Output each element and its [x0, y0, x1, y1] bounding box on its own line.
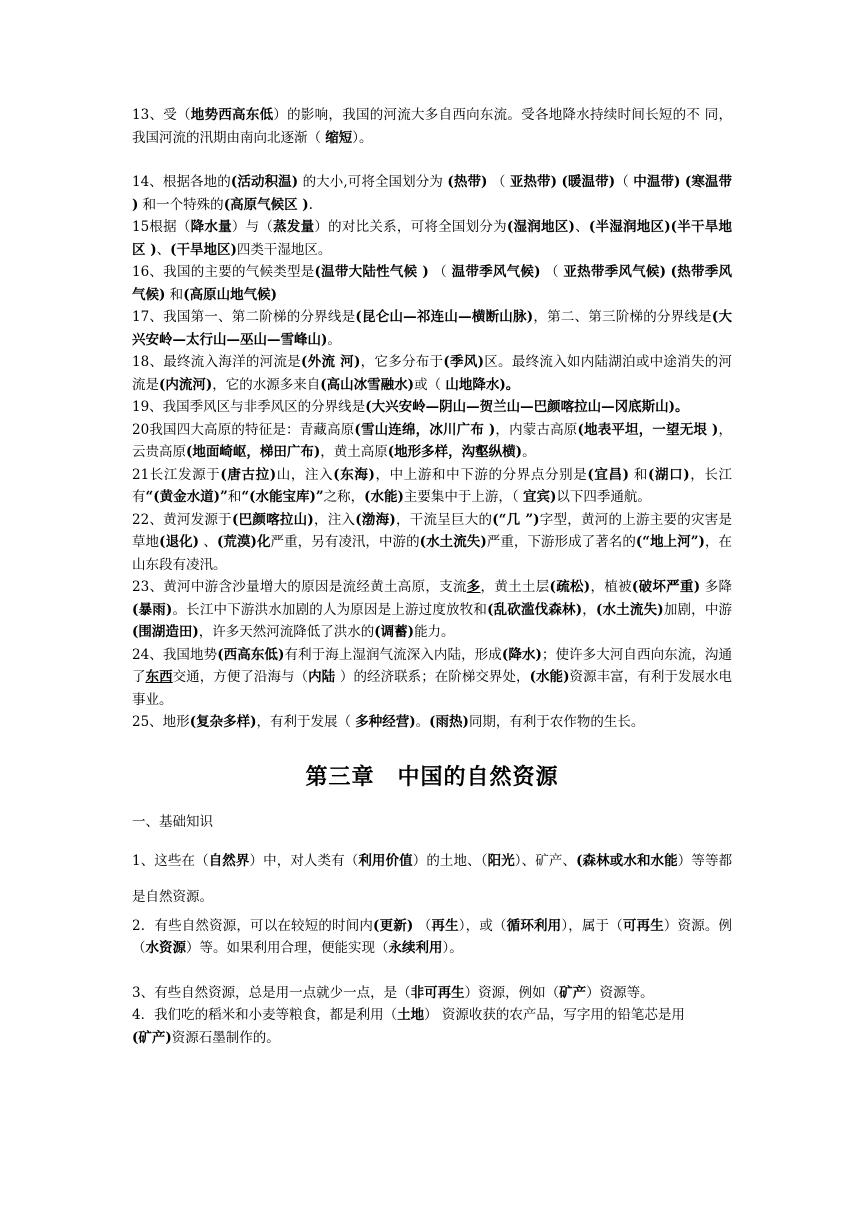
body-text: ） 资源收获的农产品，写字用的铅笔芯是用: [424, 1007, 685, 1023]
answer-text: (巴颜喀拉山): [231, 511, 314, 528]
answer-text: (湿润地区): [506, 219, 575, 235]
body-text: ；使许多大河自西向东流，沟通了: [132, 646, 732, 685]
answer-text: 水资源: [145, 940, 186, 956]
body-text: ，它的水源多来自: [212, 376, 321, 393]
body-text: ，它多分布于: [360, 354, 444, 370]
body-text: （: [615, 174, 634, 190]
body-text: ，中上游和中下游的分界点分别是: [374, 466, 588, 483]
body-text: 18、最终流入海洋的河流是: [132, 354, 302, 370]
answer-text: (热带季风气候): [132, 264, 732, 303]
answer-text: (暴雨): [132, 601, 173, 618]
answer-text: (半湿润地区): [588, 219, 671, 235]
body-text: 的大小,可将全国划分为: [298, 174, 448, 190]
body-text: ）的经济联系；在阶梯交界处，: [339, 669, 530, 685]
answer-text: (唐古拉): [220, 466, 277, 483]
answer-text: 内陆: [308, 669, 340, 685]
answer-text: (雪山连绵，冰川广布 ): [354, 421, 496, 438]
chapter-title: 第三章 中国的自然资源: [305, 763, 559, 790]
answer-text: (雨热): [429, 714, 469, 730]
body-text: 区。最终流入如内陆湖泊或中途消失的河流是: [132, 354, 733, 393]
answer-text: 循环利用: [506, 917, 562, 934]
body-text: 山，注入: [276, 466, 334, 483]
answer-text: (乱砍滥伐森林): [487, 601, 583, 618]
answer-text: 蒸发量: [273, 219, 315, 235]
paragraph-15: [132, 216, 732, 261]
body-text: ）的对比关系，可将全国划分为: [314, 219, 507, 235]
answer-text: (西高东低): [217, 646, 285, 663]
body-text: 4．我们吃的稻米和小麦等粮食，都是利用（: [132, 1007, 398, 1023]
paragraph-q2: [132, 915, 732, 960]
body-text: 。长江中下游洪水加剧的人为原因是上游过度放牧和: [172, 601, 488, 618]
answer-text: (地形多样，沟壑纵横): [387, 444, 523, 460]
answer-text: (森林或水和水能: [576, 852, 678, 869]
answer-text: (调蓄): [374, 624, 415, 640]
body-text: ，注入: [313, 511, 356, 528]
body-text: ），属于（: [561, 917, 623, 934]
answer-text: 再生: [431, 917, 459, 934]
answer-text: (更新): [373, 917, 414, 934]
body-text: ）中，对人类有（: [249, 852, 359, 869]
answer-text: (退化): [159, 534, 200, 550]
answer-text: (干旱地区): [170, 241, 237, 258]
answer-text: (大兴安岭—太行山—巫山—雪峰山): [132, 309, 733, 348]
body-text: 以下四季通航。: [556, 489, 651, 505]
answer-text: 非可再生: [410, 984, 465, 1001]
answer-text: (水土流失): [419, 534, 487, 550]
answer-text: (热带): [447, 174, 488, 190]
answer-text: (复杂多样): [189, 714, 257, 730]
document-content: [132, 104, 732, 1049]
body-text: （: [428, 264, 452, 280]
paragraph-18: [132, 351, 732, 396]
answer-text: “(水能宝库)”: [241, 489, 324, 505]
answer-text: 亚热带季风气候): [563, 264, 667, 280]
body-text: ）等。如果利用合理，便能实现（: [186, 940, 389, 956]
body-text: ），或（: [458, 917, 507, 934]
paragraph-q1: [132, 843, 732, 915]
body-text: ，长江有: [132, 466, 733, 505]
body-text: 17、我国第一、第二阶梯的分界线是: [132, 309, 356, 325]
body-text: 和: [628, 466, 649, 483]
answer-text: (水土流失): [595, 601, 664, 618]
answer-text: (水能): [529, 669, 570, 685]
body-text: 20我国四大高原的特征是：青藏高原: [132, 421, 355, 438]
answer-text: 多种经营): [355, 714, 416, 730]
body-text: 15根据（: [132, 219, 191, 235]
body-text: 13、受（: [132, 107, 191, 123]
answer-text: (半干旱地区 ): [132, 219, 733, 258]
body-text: ，云贵高原: [132, 421, 732, 460]
paragraph-19: [132, 396, 732, 419]
body-text: 、: [199, 534, 217, 550]
body-text: 资源丰富，有利于发展水电事业。: [132, 669, 733, 708]
body-text: 交通，方便了沿海与（: [172, 669, 309, 685]
answer-text: (寒温带 ): [132, 174, 733, 213]
body-text: 1、这些在（: [132, 852, 209, 869]
paragraph-17: [132, 306, 732, 351]
body-text: 和一个特殊的: [138, 196, 224, 213]
body-text: ）的土地、（: [412, 852, 488, 869]
body-text: ）与（: [231, 219, 274, 235]
body-text: ）。: [442, 940, 463, 956]
body-text: ）的影响，我国的河流大多自西向东流。受各地降水持续时间长短的不 同，我国河流的汛期由南向北逐渐（: [132, 107, 732, 146]
body-text: ）资源。例（: [132, 917, 733, 956]
body-text: 或（: [414, 376, 446, 393]
answer-text: 中温带): [633, 174, 681, 190]
paragraph-q4: [132, 1004, 732, 1027]
body-text: 21长江发源于: [132, 466, 221, 483]
answer-text: (活动积温): [230, 174, 299, 190]
answer-text: 亚热带): [509, 174, 558, 190]
answer-text: (季风): [443, 354, 484, 370]
paragraph-13: [132, 104, 732, 149]
answer-text: 降水量: [190, 219, 232, 235]
paragraph-16: [132, 261, 732, 306]
answer-text: (渤海): [355, 511, 396, 528]
answer-text: 可再生: [622, 917, 664, 934]
body-text: ，: [582, 601, 596, 618]
answer-text: (暖温带): [561, 174, 616, 190]
answer-text: (宜昌): [587, 466, 629, 483]
answer-text: 阳光: [487, 852, 515, 869]
body-text: 22、黄河发源于: [132, 511, 232, 528]
body-text: 23、黄河中游含沙量增大的原因是流经黄土高原，支流: [132, 579, 467, 595]
body-text: ，黄土高原: [320, 444, 388, 460]
answer-text: (矿产): [132, 1029, 172, 1046]
answer-text: (高原气候区 ): [223, 196, 309, 213]
body-text: ）资源等。: [586, 984, 654, 1001]
answer-text: (外流 河): [301, 354, 361, 370]
body-text: 。: [415, 714, 430, 730]
answer-text: (“地上河”): [635, 534, 705, 550]
body-text: 3、有些自然资源，总是用一点就少一点，是（: [132, 984, 411, 1001]
body-text: （: [487, 174, 510, 190]
paragraph-25: [132, 711, 732, 734]
section-title: 一、基础知识: [132, 813, 213, 830]
answer-text: 宜宾): [522, 489, 557, 505]
body-text: ）、矿产、: [514, 852, 577, 869]
answer-text: (内流河): [159, 376, 213, 393]
answer-text: (“几 ”): [492, 511, 540, 528]
answer-text: (高原山地气候): [183, 286, 277, 303]
body-text: ）。: [352, 129, 373, 146]
body-text: 字型，黄河的上游主要的灾害是草地: [132, 511, 733, 550]
answer-text: 温带季风气候): [451, 264, 541, 280]
answer-text: 土地: [397, 1007, 425, 1023]
body-text: 严重，下游形成了著名的: [486, 534, 636, 550]
answer-text: (降水): [501, 646, 542, 663]
body-text: 和: [227, 489, 242, 505]
body-text: 主要集中于上游，（: [403, 489, 523, 505]
body-text: 同期，有利于农作物的生长。: [468, 714, 645, 730]
body-text: 四类干湿地区。: [236, 241, 332, 258]
paragraph-14: [132, 171, 732, 216]
body-text: ，黄土土层: [480, 579, 550, 595]
body-text: ）资源，例如（: [464, 984, 560, 1001]
answer-text: (昆仑山—祁连山—横断山脉): [355, 309, 534, 325]
answer-text: (高山冰雪融水): [320, 376, 415, 393]
answer-text: (大兴安岭—阴山—贺兰山—巴颜喀拉山—冈底斯山)。: [365, 399, 689, 415]
body-text: 2．有些自然资源，可以在较短的时间内: [132, 917, 374, 934]
answer-text: 东西: [145, 669, 173, 685]
body-text: 19、我国季风区与非季风区的分界线是: [132, 399, 366, 415]
body-text: ，第二、第三阶梯的分界线是: [533, 309, 712, 325]
body-text: （: [540, 264, 564, 280]
answer-text: (东海): [333, 466, 375, 483]
body-text: ）等等都是自然资源。: [132, 852, 733, 905]
answer-text: (温带大陆性气候 ): [314, 264, 429, 280]
body-text: 能力。: [414, 624, 455, 640]
answer-text: 地势西高东低: [190, 107, 274, 123]
paragraph-q3: [132, 982, 732, 1005]
body-text: ，在山东段有凌汛。: [132, 534, 733, 573]
paragraph-q4b: [132, 1027, 732, 1050]
answer-text: 自然界: [208, 852, 250, 869]
body-text: 多降: [700, 579, 733, 595]
body-text: ，干流呈巨大的: [395, 511, 493, 528]
body-text: 加剧，中游: [663, 601, 733, 618]
answer-text: (水能): [364, 489, 404, 505]
body-text: .: [308, 196, 313, 213]
answer-text: (破坏严重): [631, 579, 701, 595]
answer-text: 山地降水)。: [445, 376, 520, 393]
body-text: 25、地形: [132, 714, 190, 730]
body-text: 和: [165, 286, 184, 303]
body-text: 资源石墨制作的。: [171, 1029, 280, 1046]
answer-text: 永续利用: [388, 940, 443, 956]
body-text: ，植被: [590, 579, 632, 595]
paragraph-23: [132, 576, 732, 644]
body-text: 。: [522, 444, 536, 460]
answer-text: (疏松): [549, 579, 591, 595]
paragraph-24: [132, 644, 732, 712]
body-text: 严重，另有凌汛，中游的: [270, 534, 420, 550]
body-text: （: [413, 917, 432, 934]
body-text: ，内蒙古高原: [495, 421, 578, 438]
paragraph-22: [132, 509, 732, 577]
body-text: 有利于海上湿润气流深入内陆，形成: [284, 646, 502, 663]
answer-text: 矿产: [559, 984, 587, 1001]
answer-text: (荒漠)化: [216, 534, 271, 550]
body-text: 、: [574, 219, 589, 235]
body-text: 。: [327, 331, 341, 348]
answer-text: 利用价值: [358, 852, 413, 869]
body-text: 、: [156, 241, 171, 258]
answer-text: (围湖造田): [132, 624, 199, 640]
body-text: ，有利于发展（: [256, 714, 356, 730]
answer-text: (地面崎岖，梯田广布): [186, 444, 321, 460]
body-text: 24、我国地势: [132, 646, 218, 663]
body-text: ，许多天然河流降低了洪水的: [198, 624, 375, 640]
body-text: 之称，: [323, 489, 365, 505]
paragraph-20: [132, 419, 732, 464]
answer-text: 缩短: [325, 129, 353, 146]
body-text: 16、我国的主要的气候类型是: [132, 264, 315, 280]
answer-text: (地表平坦，一望无垠 ): [577, 421, 719, 438]
body-text: 14、根据各地的: [132, 174, 231, 190]
answer-text: (湖口): [648, 466, 690, 483]
answer-text: 多: [466, 579, 481, 595]
answer-text: “(黄金水道)”: [145, 489, 228, 505]
paragraph-21: [132, 464, 732, 509]
